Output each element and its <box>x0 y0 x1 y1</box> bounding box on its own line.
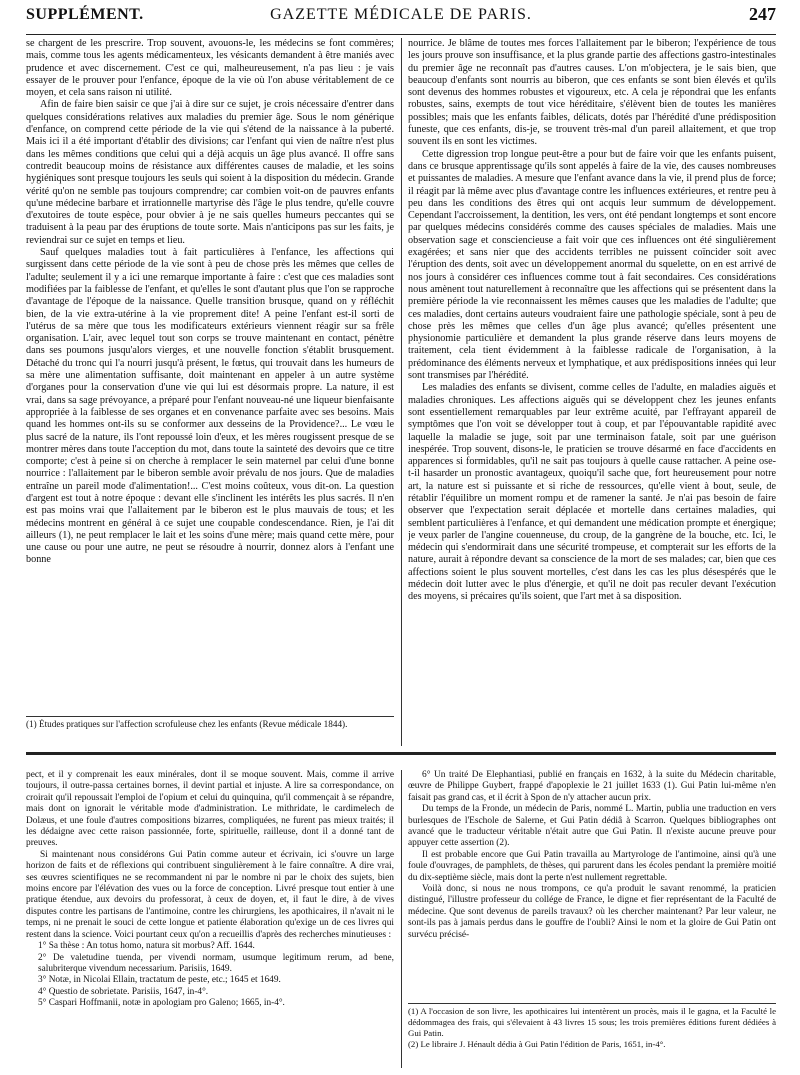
column-divider <box>401 770 402 1068</box>
paragraph: Les maladies des enfants se divisent, comme celles de l'adulte, en maladies aiguës et maladies chroniques. Les affections aiguës qui se développent chez les jeunes enfants sont essentiellement remarquables par leur extrême acuité, par l'effrayant appareil de symptômes que l'on voit se développer tout à coup, et par l'épouvantable rapidité avec laquelle la maladie se juge, soit par une terminaison fatale, soit par une guérison inespérée. Trop souvent, disons-le, le praticien se trouve désarmé en face d'accidents en apparences si formidables, qu'il ne sait pas toujours à quelle cause rattacher. A peine ose-t-il hasarder un pronostic avantageux, quoiqu'il sache que, fort heureusement pour notre art, la nature est si puissante et si riche de ressources, qu'elle vient à bout, seule, de rétablir l'équilibre un moment rompu et de ramener la santé. Je n'ai pas besoin de faire observer que l'expectation serait déplacée et mortelle dans certaines maladies, qui semblent particulières à l'enfance, et qui demandent une médication prompte et énergique; je veux parler de l'angine couenneuse, du croup, de la gangrène de la bouche, etc. Ici, le médecin qui s'endormirait dans une sécurité trompeuse, et compterait sur les efforts de la nature, aurait à répondre devant sa conscience de la mort de ses malades; car, bien que ces affections soient le plus souvent mortelles, c'est dans les cas les plus désespérés que le médecin doit lutter avec le plus d'énergie, et qu'il ne doit pas reculer devant l'exécution des moyens, si précaires qu'ils soient, que l'art met à sa disposition. <box>408 382 776 603</box>
list-item: 1° Sa thèse : An totus homo, natura sit morbus? Aff. 1644. <box>38 941 255 952</box>
paragraph: pect, et il y comprenait les eaux minérales, dont il se moque souvent. Mais, comme il arrive toujours, il outre-passa certaines bornes, il devint partial et injuste. A lire sa correspondance, on croirait qu'il repoussait l'emploi de l'opium et celui du quinquina, qu'il commençait à se répandre, mais dont on ignorait le véritable mode d'administration. Le mithridate, le cardimelech de Dolæus, et une foule d'autres compositions bizarres, compliquées, ne furent pas mieux traités; il les dédaigne avec cette raison passionnée, forte, spirituelle, railleuse, dont il a donné tant de preuves. <box>26 770 394 849</box>
paragraph: 6° Un traité De Elephantiasi, publié en français en 1632, à la suite du Médecin charitable, œuvre de Philippe Guybert, frappé d'apoplexie le 21 juillet 1633 (1). Gui Patin lui-même n'en faisait pas grand cas, et il écrit à Spon de n'y attacher aucun prix. <box>408 770 776 803</box>
footnote: (2) Le libraire J. Hénault dédia à Gui Patin l'édition de Paris, 1651, in-4°. <box>408 1039 666 1049</box>
section-rule <box>26 752 776 755</box>
paragraph: Afin de faire bien saisir ce que j'ai à dire sur ce sujet, je crois nécessaire d'entrer dans quelques considérations relatives aux maladies du premier âge. Sous le nom générique d'enfance, on comprend cette période de la vie qui s'étend de la naissance à la puberté. Mais ici il a été important d'établir des divisions; car l'enfant qui vien de naître n'est plus dans les mêmes conditions que celui qui a déjà acquis un âge plus avancé. Il offre sans contredit beaucoup moins de résistance aux différentes causes de maladie, et les soins hygiéniques sont presque toujours les seuls qui soient à la disposition du médecin. Grande vérité qu'on ne semble pas toujours comprendre; car combien voit-on de pauvres enfants qu'une médecine barbare et irrationnelle martyrise dès l'âge le plus tendre, qu'elle couvre d'exutoires de toute espèce, pour obvier à je ne sais quelles humeurs peccantes qui se traduisent à la peau par des éruptions de toute sorte. Mais n'anticipons pas sur les faits, je reviendrai sur ce sujet en temps et lieu. <box>26 99 394 246</box>
bottom-right-column <box>408 770 776 1000</box>
page-number: 247 <box>749 4 776 24</box>
paragraph: Si maintenant nous considérons Gui Patin comme auteur et écrivain, ici s'ouvre un large horizon de faits et de réflexions qui contribuent singulièrement à le faire connaître. A dire vrai, ses œuvres scientifiques ne se recommandent ni par le nombre ni par le choix des sujets, bien moins encore par l'élévation des vues ou la force de conception. Livré presque tout entier à une pratique étendue, aux devoirs du professorat, à ceux de doyen, et, il faut le dire, à de vives disputes contre les partisans de l'antimoine, contre les chirurgiens, les apothicaires, il n'avait ni le temps, ni ne prenait le souci de cette longue et patiente élaboration qu'exige un de ces livres qui restent dans la science. Voici pourtant ceux qu'on a recueillis d'après des recherches minutieuses : <box>26 849 394 940</box>
footnote-rule <box>408 1003 776 1004</box>
top-right-column <box>408 38 776 746</box>
column-divider <box>401 38 402 746</box>
paragraph: Cette digression trop longue peut-être a pour but de faire voir que les enfants puisent, dans ce brusque apprentissage qu'ils sont appelés à faire de la vie, des causes nombreuses et puissantes de maladies. A mesure que l'enfant avance dans la vie, il prend plus de force; il réagit par là même avec plus d'avantage contre les influences extérieures, et rentre peu à peu dans les conditions des êtres qui ont acquis leur summum de développement. Cependant l'accroissement, la dentition, les vers, ont été pendant longtemps et sont encore par quelques médecins considérés comme des causes spéciales de maladies. Mais une observation sage et consciencieuse a fait voir que ces influences ont été singulièrement exagérées; et sans nier que des accidents terribles ne puissent coïncider soit avec l'éruption des dents, soit avec un développement anormal du squelette, on en est arrivé de nos jours à considérer ces influences comme tout à fait secondaires. Ces considérations nous amènent tout naturellement à reconnaître que les affections qui se présentent dans la première période la vie reconnaissent les mêmes causes que les maladies de l'adulte; que ces maladies, dont certains auteurs voudraient faire une pathologie spéciale, sont à peu de chose près les mêmes que celles d'un âge plus avancé; qu'elles présentent une physionomie particulière et demandent la plus grande réserve dans leurs moyens de traitement, cela tient évidemment à la faiblesse radicale de l'organisation, à la prédominance des éléments nerveux et lymphatique, et aux prédispositions innées qui leur sont transmises par l'hérédité. <box>408 148 776 382</box>
paragraph: Du temps de la Fronde, un médecin de Paris, nommé L. Martin, publia une traduction en vers burlesques de l'Eschole de Salerne, et Gui Patin dédiâ à Scarron. Quelques bibliographes ont avancé que le traducteur véritable n'était autre que Gui Patin. Il n'existe aucune preuve pour appuyer cette assertion (2). <box>408 804 776 849</box>
supplement-label: SUPPLÉMENT. <box>26 6 144 23</box>
paragraph: se chargent de les prescrire. Trop souvent, avouons-le, les médecins se font commères; mais, comme tous les agents médicamenteux, les vésicants demandent à être maniés avec prudence et avec discernement. C'est ce qui, malheureusement, n'a pas lieu : je vais essayer de le prouver pour l'enfance, époque de la vie où l'on abuse véritablement de ce moyen, et cela sans raison ni utilité. <box>26 38 394 99</box>
paragraph: nourrice. Je blâme de toutes mes forces l'allaitement par le biberon; l'expérience de tous les jours prouve son insuffisance, et la plus grande partie des affections gastro-intestinales du premier âge ne reconnaît pas d'autres causes. L'on m'objectera, je le sais bien, que beaucoup d'enfants sont nourris au biberon, que ces enfants se sont bien élevés et qu'ils sont devenus des hommes robustes et vigoureux, etc. A cela je répondrai que les enfants robustes, sains, exempts de tout vice héréditaire, s'élèvent bien de toutes les manières possibles; mais que les enfants faibles, délicats, dotés par l'hérédité d'une prédisposition funeste, que ces enfants, dis-je, se trouvent très-mal d'un pareil allaitement, et que trop souvent ils en sont les victimes. <box>408 38 776 148</box>
paragraph: Voilà donc, si nous ne nous trompons, ce qu'a produit le savant renommé, la praticien distingué, l'illustre professeur du collége de France, le digne et fier représentant de la Faculté de médecine. Que sont devenus de pareils travaux? où les chercher maintenant? Par leur valeur, ne sont-ils pas à jamais perdus dans le gouffre de l'oubli? Ainsi le nom et la gloire de Gui Patin ont survécu précisé- <box>408 884 776 940</box>
page-header <box>26 6 776 28</box>
list-item: 4° Questio de sobrietate. Parisiis, 1647, in-4°. <box>38 986 209 997</box>
footnote: (1) A l'occasion de son livre, les apothicaires lui intentèrent un procès, mais il le gagna, et la Faculté le dédommagea des frais, qui s'élevaient à 43 livres 15 sous; les trois premières éditions furent dédiées à Gui Patin. <box>408 1006 776 1038</box>
top-left-column <box>26 38 394 712</box>
list-item: 5° Caspari Hoffmanii, notæ in apologiam pro Galeno; 1665, in-4°. <box>38 998 285 1009</box>
footnote: (1) Études pratiques sur l'affection scrofuleuse chez les enfants (Revue médicale 1844). <box>26 719 348 729</box>
top-left-footnote <box>26 719 394 745</box>
bottom-right-footnotes <box>408 1006 776 1070</box>
paragraph: Il est probable encore que Gui Patin travailla au Martyrologe de l'antimoine, ainsi qu'à une foule d'ouvrages, de pamphlets, de thèses, qui parurent dans les écoles pendant la première moitié du dix-septième siècle, mais dont la perte n'est nullement regrettable. <box>408 849 776 883</box>
works-list <box>26 941 394 1009</box>
footnote-rule <box>26 716 394 717</box>
journal-title: GAZETTE MÉDICALE DE PARIS. <box>270 6 532 23</box>
paragraph: Sauf quelques maladies tout à fait particulières à l'enfance, les affections qui surgissent dans cette période de la vie sont à peu de chose près les mêmes que celles de l'adulte; seulement il y a ici une remarque importante à faire : c'est que ces maladies sont modifiées par la faiblesse de l'enfant, et qu'elles le sont d'autant plus que l'on se rapproche d'avantage de l'époque de la naissance. Quelle transition brusque, quand on y réfléchit bien, de la vie extra-utérine à la vie proprement dite! A peine l'enfant est-il sorti de l'utérus de sa mère que tous les modificateurs extérieurs viennent réagir sur sa frêle organisation. L'air, avec lequel tout son corps se trouve maintenant en contact, pénètre dans ses poumons jusqu'alors vierges, et une nouvelle fonction s'établit brusquement. Détaché du tronc qui l'a nourri jusqu'à présent, le fœtus, qui trouvait dans les humeurs de sa mère une alimentation suffisante, doit maintenant en appeler à un autre système d'organes pour la conservation d'une vie qui lui est désormais propre. La nature, il est vrai, dans sa sage prévoyance, a préparé pour l'enfant nouveau-né une liqueur bienfaisante appropriée à la faiblesse de ses organes et en convenance parfaite avec ses besoins. Mais quand les hommes ont-ils su se conformer aux desseins de la Providence?... Le vœu le plus sacré de la nature, ils l'ont repoussé loin d'eux, et les mères rougissent presque de se montrer mères dans toute l'acception du mot, dans toute la sainteté des devoirs que ce titre comporte; c'est à peine si on cherche à remplacer le sein maternel par celui d'une bonne nourrice : l'allaitement par le biberon semble avoir prévalu de nos jours. Que de maladies entraîne un pareil mode d'alimentation!... C'est moins coûteux, vous dit-on. La question d'argent est tout à notre époque : devant elle s'inclinent les intérêts les plus sacrés. Il n'en est pas moins vrai que l'allaitement par le biberon est le plus mauvais de tous; et les médecins montrent en général à ce sujet une coupable condescendance. Rien, je l'ai dit ailleurs (1), ne peut remplacer le lait et les soins d'une mère; mais quand cette mère, pour une cause ou pour une autre, ne peut se résoudre à nourrir, donnez alors à l'enfant une bonne <box>26 247 394 566</box>
list-item: 3° Notæ, in Nicolai Ellain, tractatum de peste, etc.; 1645 et 1649. <box>38 975 281 986</box>
list-item: 2° De valetudine tuenda, per vivendi normam, usumque legitimum rerum, ad bene, salubriterque vivendum necessarium. Parisiis, 1649. <box>38 952 394 974</box>
header-rule <box>26 34 776 35</box>
bottom-left-column <box>26 770 394 1068</box>
